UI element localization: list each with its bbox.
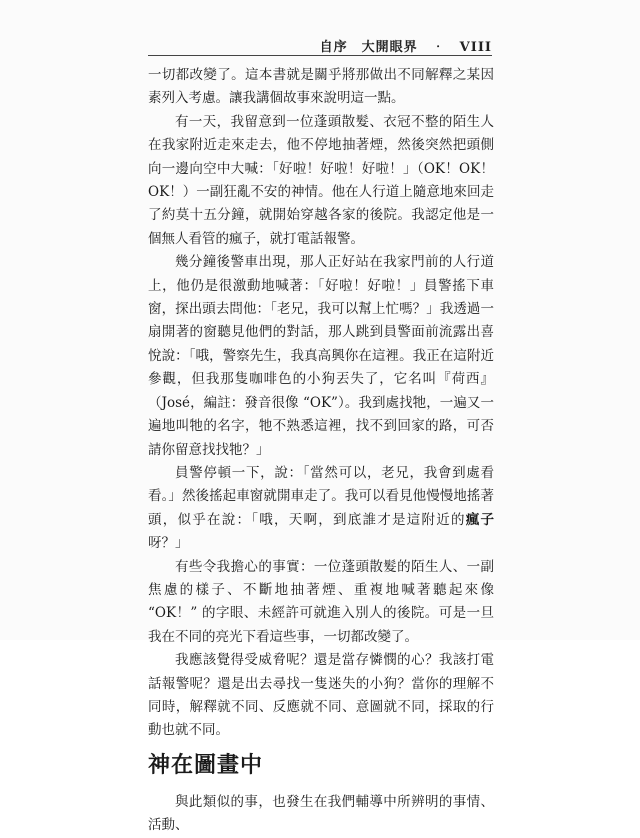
paragraph-1: 一切都改變了。這本書就是關乎將那做出不同解釋之某因素列入考慮。讓我講個故事來說明這一點。 [148, 67, 494, 107]
section-first-paragraph: 與此類似的事，也發生在我們輔導中所辨明的事情、活動、 [148, 793, 494, 834]
emphasis-word: 瘋子 [465, 511, 494, 528]
paragraph-4 [148, 462, 494, 556]
body-text [148, 64, 494, 838]
header-rule [148, 55, 492, 56]
paragraph-4-tail: 呀？」 [148, 535, 189, 552]
paragraph-6: 我應該覺得受威脅呢？還是當存憐憫的心？我該打電話報警呢？還是出去尋找一隻迷失的小狗？當你的理解不同時，解釋就不同、反應就不同、意圖就不同，採取的行動也就不同。 [148, 652, 494, 739]
section-heading: 神在圖畫中 [148, 752, 264, 778]
paragraph-3: 幾分鐘後警車出現，那人正好站在我家門前的人行道上，他仍是很激動地喊著：「好啦！好啦！」員警搖下車窗，探出頭去問他：「老兄，我可以幫上忙嗎？」我透過一扇開著的窗聽見他們的對話，那人跳到員警面前流露出喜悅說：「哦，警察先生，我真高興你在這裡。我正在這附近參觀，但我那隻咖啡色的小狗丟失了，它名叫『荷西』（José，編註：發音很像 “OK”）。我到處找牠，一遍又一遍地叫牠的名字，牠不熟悉這裡，找不到回家的路，可否請你留意找找牠？」 [148, 254, 494, 458]
running-title: 自序 大開眼界 ‧ VIII [319, 40, 492, 55]
paragraph-4-text: 員警停頓一下，說：「當然可以，老兄，我會到處看看。」然後搖起車窗就開車走了。我可以看見他慢慢地搖著頭，似乎在說：「哦，天啊，到底誰才是這附近的 [148, 464, 494, 528]
running-header [148, 36, 492, 56]
paragraph-2: 有一天，我留意到一位蓬頭散髮、衣冠不整的陌生人在我家附近走來走去，他不停地抽著煙，然後突然把頭側向一邊向空中大喊：「好啦！好啦！好啦！」（OK！OK！OK！）一副狂亂不安的神情。他在人行道上隨意地來回走了約莫十五分鐘，就開始穿越各家的後院。我認定他是一個無人看管的瘋子，就打電話報警。 [148, 113, 494, 247]
paragraph-5: 有些令我擔心的事實：一位蓬頭散髮的陌生人、一副焦慮的樣子、不斷地抽著煙、重複地喊著聽起來像 “OK！” 的字眼、未經許可就進入別人的後院。可是一旦我在不同的亮光下看這些事，一切都改變了。 [148, 558, 494, 645]
